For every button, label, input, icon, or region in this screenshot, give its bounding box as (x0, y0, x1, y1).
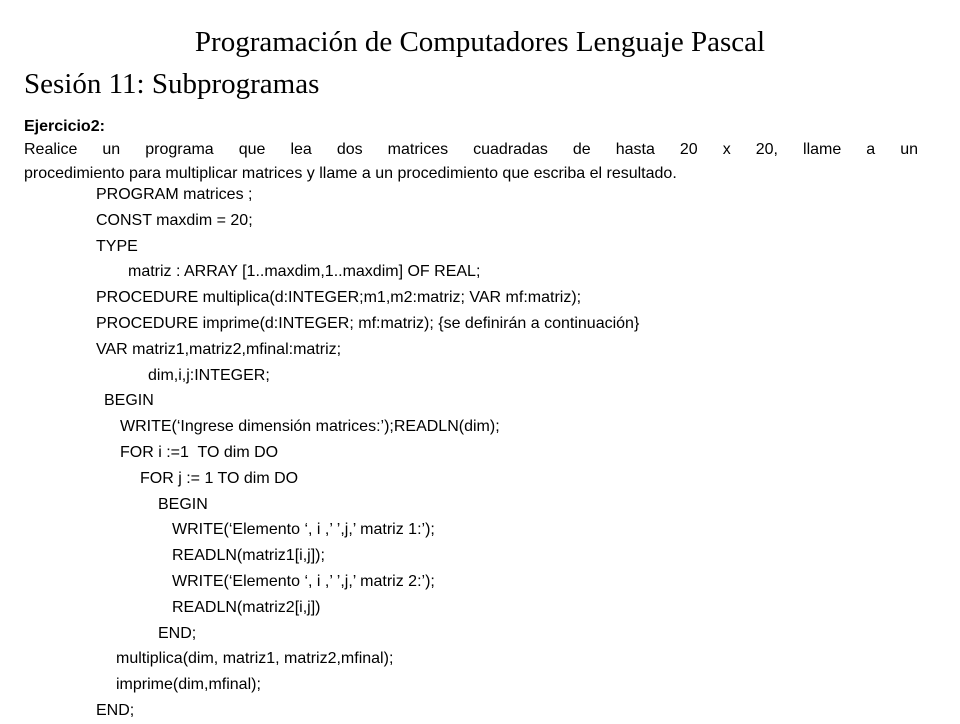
code-line: READLN(matriz1[i,j]); (172, 547, 325, 565)
code-line: BEGIN (158, 495, 208, 513)
code-line: WRITE(‘Elemento ‘, i ,’ ’,j,’ matriz 2:’); (172, 572, 435, 590)
code-line: VAR matriz1,matriz2,mfinal:matriz; (96, 340, 342, 358)
code-line: PROGRAM matrices ; (96, 186, 253, 203)
slide-title: Programación de Computadores Lenguaje Pascal (194, 26, 766, 58)
code-listing (96, 182, 639, 724)
code-line: WRITE(‘Ingrese dimensión matrices:’);READLN(dim); (120, 418, 500, 436)
exercise-statement (24, 138, 918, 186)
code-line: dim,i,j:INTEGER; (148, 366, 270, 384)
exercise-statement-line-2: procedimiento para multiplicar matrices y llame a un procedimiento que escriba el resultado. (24, 165, 677, 182)
code-line: READLN(matriz2[i,j]) (172, 598, 321, 616)
code-line: imprime(dim,mfinal); (116, 676, 261, 694)
code-line: END; (96, 701, 135, 719)
code-line: TYPE (96, 237, 138, 255)
exercise-heading: Ejercicio2: (24, 118, 105, 135)
code-line: BEGIN (104, 392, 154, 410)
code-line: PROCEDURE multiplica(d:INTEGER;m1,m2:matriz; VAR mf:matriz); (96, 289, 582, 307)
exercise-statement-line-1: Realice un programa que lea dos matrices cuadradas de hasta 20 x 20, llame a un (24, 141, 918, 158)
code-line: WRITE(‘Elemento ‘, i ,’ ’,j,’ matriz 1:’); (172, 521, 435, 539)
code-line: PROCEDURE imprime(d:INTEGER; mf:matriz); {se definirán a continuación} (96, 314, 640, 332)
code-line: CONST maxdim = 20; (96, 211, 253, 229)
code-line: multiplica(dim, matriz1, matriz2,mfinal); (116, 650, 394, 668)
code-line: FOR i :=1 TO dim DO (120, 443, 279, 461)
code-line: END; (158, 624, 197, 642)
slide-subtitle: Sesión 11: Subprogramas (24, 68, 320, 100)
code-line: matriz : ARRAY [1..maxdim,1..maxdim] OF REAL; (128, 263, 481, 281)
code-line: FOR j := 1 TO dim DO (140, 469, 299, 487)
